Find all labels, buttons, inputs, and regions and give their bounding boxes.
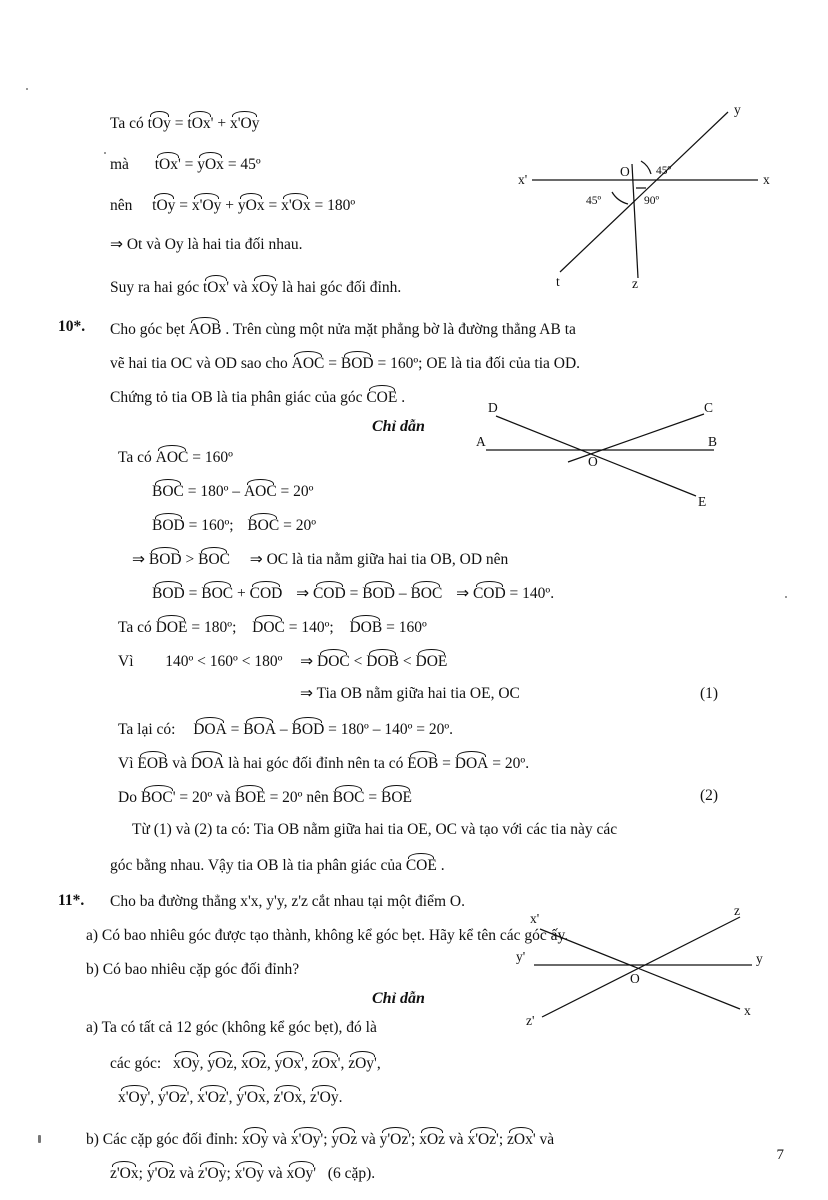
angle-zprimeOx: z'Ox bbox=[110, 1162, 139, 1185]
text: Vì bbox=[118, 755, 134, 772]
text: nên bbox=[110, 197, 133, 214]
problem-10-line-3 bbox=[110, 386, 405, 409]
fig-label-t: t bbox=[556, 274, 560, 289]
text: = 160º bbox=[386, 619, 427, 636]
text: + bbox=[236, 585, 246, 602]
text: là hai góc đối đỉnh. bbox=[282, 279, 402, 296]
angle-DOE: DOE bbox=[156, 616, 188, 639]
angle-xOz: xOz bbox=[419, 1128, 445, 1151]
sol11-b-line1 bbox=[86, 1128, 554, 1151]
angle-zOy-prime: zOy' bbox=[348, 1052, 377, 1075]
angle-yprimeOz: y'Oz bbox=[147, 1162, 176, 1185]
angle-DOB: DOB bbox=[349, 616, 382, 639]
text: 140º < 160º < 180º bbox=[165, 653, 283, 670]
problem-11-b: b) Có bao nhiêu cặp góc đối đỉnh? bbox=[86, 961, 300, 978]
sol10-line-4 bbox=[132, 548, 508, 571]
text: = 45º bbox=[227, 156, 261, 173]
text: và bbox=[172, 755, 187, 772]
angle-COE: COE bbox=[366, 386, 397, 409]
angle-tOy: tOy bbox=[148, 112, 171, 135]
angle-DOA: DOA bbox=[455, 752, 489, 775]
text: ; bbox=[323, 1131, 328, 1148]
sol10-line-10 bbox=[118, 752, 529, 775]
fig-label-O: O bbox=[620, 164, 630, 179]
sol10-line-12: Từ (1) và (2) ta có: Tia OB nằm giữa hai tia OE, OC và tạo với các tia này các bbox=[132, 821, 618, 838]
angle-BOA: BOA bbox=[243, 718, 276, 741]
fig-label-45-left: 45º bbox=[586, 195, 602, 207]
angle-zprimeOy: z'Oy bbox=[198, 1162, 227, 1185]
fig-label-z-prime: z' bbox=[526, 1013, 535, 1028]
text: > bbox=[185, 551, 195, 568]
sol10-line-8: ⇒ Tia OB nằm giữa hai tia OE, OC bbox=[300, 685, 520, 702]
angle-yprimeOzprime: y'Oz' bbox=[158, 1086, 189, 1109]
text: ⇒ bbox=[300, 653, 314, 670]
text: góc bằng nhau. Vậy tia OB là tia phân giác của bbox=[110, 857, 402, 874]
text: ⇒ OC là tia nằm giữa hai tia OB, OD nên bbox=[249, 551, 509, 568]
angle-xOz: xOz bbox=[241, 1052, 267, 1075]
fig-label-O: O bbox=[588, 454, 598, 469]
figure-top-angles bbox=[520, 100, 780, 295]
text: Ta có bbox=[110, 115, 144, 132]
fig-label-x-prime: x' bbox=[518, 172, 528, 187]
text: và bbox=[232, 279, 248, 296]
angle-BOD: BOD bbox=[341, 352, 374, 375]
fig-label-y: y bbox=[756, 951, 763, 966]
top-line-2 bbox=[110, 153, 261, 176]
text: Suy ra hai góc bbox=[110, 279, 200, 296]
angle-xprimeOy: x'Oy bbox=[235, 1162, 265, 1185]
top-line-5 bbox=[110, 276, 401, 299]
text: Cho góc bẹt bbox=[110, 321, 185, 338]
angle-tOx-prime: tOx' bbox=[187, 112, 213, 135]
sol10-line-3 bbox=[152, 514, 316, 537]
fig-label-x-prime: x' bbox=[530, 911, 540, 926]
fig-label-C: C bbox=[704, 400, 714, 415]
text: ⇒ bbox=[132, 551, 145, 568]
text: ; bbox=[138, 1165, 143, 1182]
text: = bbox=[268, 197, 278, 214]
text: ⇒ bbox=[456, 585, 470, 602]
angle-yOz: yOz bbox=[207, 1052, 233, 1075]
problem-10-number: 10*. bbox=[58, 318, 86, 335]
text: = 20º bbox=[283, 517, 317, 534]
sol10-line-13 bbox=[110, 854, 445, 877]
text: = 140º. bbox=[509, 585, 555, 602]
angle-BOD: BOD bbox=[292, 718, 325, 741]
angle-BOE: BOE bbox=[235, 786, 266, 809]
angle-xprimeOzprime: x'Oz' bbox=[197, 1086, 228, 1109]
text: = 180º; bbox=[191, 619, 237, 636]
sol10-line-8-tag: (1) bbox=[700, 685, 719, 702]
scan-speck bbox=[38, 1135, 41, 1143]
text: = 160º; OE là tia đối của tia OD. bbox=[377, 355, 581, 372]
text: b) Các cặp góc đối đỉnh: bbox=[86, 1131, 238, 1148]
angle-yOz: yOz bbox=[331, 1128, 357, 1151]
angle-COD: COD bbox=[313, 582, 346, 605]
angle-AOC: AOC bbox=[156, 446, 189, 469]
fig-label-B: B bbox=[708, 434, 718, 449]
text: = 180º – 140º = 20º. bbox=[328, 721, 454, 738]
text: và bbox=[179, 1165, 194, 1182]
angle-yOx-prime: yOx' bbox=[275, 1052, 305, 1075]
angle-AOC: AOC bbox=[244, 480, 277, 503]
angle-COD: COD bbox=[473, 582, 506, 605]
fig-label-O: O bbox=[630, 971, 640, 986]
text: = 160º; bbox=[188, 517, 234, 534]
angle-xOy: xOy bbox=[173, 1052, 200, 1075]
text: . bbox=[338, 1089, 343, 1106]
text: Ta lại có: bbox=[118, 721, 176, 738]
angle-xprimeOyprime: x'Oy' bbox=[291, 1128, 323, 1151]
angle-BOC: BOC bbox=[152, 480, 184, 503]
angle-BOD: BOD bbox=[152, 514, 185, 537]
fig-label-E: E bbox=[698, 494, 707, 509]
fig-label-y: y bbox=[734, 102, 741, 117]
fig-label-D: D bbox=[488, 400, 498, 415]
angle-zOx-prime: zOx' bbox=[507, 1128, 536, 1151]
text: = 140º; bbox=[288, 619, 334, 636]
angle-tOx-prime: tOx' bbox=[203, 276, 229, 299]
sol10-line-5 bbox=[152, 582, 554, 605]
angle-EOB: EOB bbox=[137, 752, 168, 775]
sol10-line-9 bbox=[118, 718, 453, 741]
text: Chứng tỏ tia OB là tia phân giác của góc bbox=[110, 389, 363, 406]
angle-EOB: EOB bbox=[407, 752, 438, 775]
angle-xprimeOx: x'Ox bbox=[281, 194, 311, 217]
angle-zprimeOy: z'Oy bbox=[310, 1086, 339, 1109]
fig-label-z: z bbox=[734, 903, 740, 918]
angle-DOB: DOB bbox=[366, 650, 399, 673]
text: ; bbox=[226, 1165, 231, 1182]
text: = 180º – bbox=[187, 483, 241, 500]
angle-DOA: DOA bbox=[191, 752, 225, 775]
angle-tOy: tOy bbox=[152, 194, 175, 217]
text: = bbox=[442, 755, 451, 772]
text: = 20º bbox=[280, 483, 314, 500]
angle-AOC: AOC bbox=[292, 352, 325, 375]
angle-DOE: DOE bbox=[416, 650, 448, 673]
sol10-line-1 bbox=[118, 446, 233, 469]
text: = bbox=[368, 789, 378, 806]
text: < bbox=[353, 653, 363, 670]
angle-DOC: DOC bbox=[317, 650, 350, 673]
text: = bbox=[328, 355, 338, 372]
sol10-line-6 bbox=[118, 616, 427, 639]
problem-11-a: a) Có bao nhiêu góc được tạo thành, không kể góc bẹt. Hãy kể tên các góc ấy. bbox=[86, 927, 569, 944]
text: + bbox=[217, 115, 227, 132]
text: = bbox=[349, 585, 359, 602]
text: Do bbox=[118, 789, 137, 806]
angle-xprimeOy: x'Oy bbox=[230, 112, 260, 135]
angle-xprimeOy: x'Oy bbox=[192, 194, 222, 217]
text: Ta có bbox=[118, 619, 152, 636]
text: . bbox=[401, 389, 406, 406]
sol11-a-line1: a) Ta có tất cả 12 góc (không kể góc bẹt), đó là bbox=[86, 1019, 377, 1036]
text: là hai góc đối đỉnh nên ta có bbox=[228, 755, 404, 772]
text: = bbox=[188, 585, 198, 602]
figure-bottom-three-lines bbox=[512, 905, 772, 1035]
sol10-line-2 bbox=[152, 480, 313, 503]
angle-DOC: DOC bbox=[252, 616, 285, 639]
top-line-3 bbox=[110, 194, 355, 217]
text: ; bbox=[498, 1131, 504, 1148]
angle-BOE: BOE bbox=[381, 786, 412, 809]
sol11-b-line2 bbox=[110, 1162, 375, 1185]
angle-BOC: BOC bbox=[201, 582, 233, 605]
angle-AOB: AOB bbox=[189, 318, 222, 341]
top-line-4: ⇒ Ot và Oy là hai tia đối nhau. bbox=[110, 236, 303, 253]
text: = 160º bbox=[192, 449, 233, 466]
angle-COD: COD bbox=[250, 582, 283, 605]
fig-label-A: A bbox=[476, 434, 486, 449]
angle-BOD: BOD bbox=[362, 582, 395, 605]
angle-BOC: BOC bbox=[410, 582, 442, 605]
text: và bbox=[272, 1131, 288, 1148]
scan-speck bbox=[785, 596, 787, 598]
angle-tOx-prime: tOx' bbox=[155, 153, 181, 176]
angle-yOx: yOx bbox=[197, 153, 224, 176]
text: = bbox=[174, 115, 184, 132]
text: < bbox=[402, 653, 412, 670]
text: và bbox=[361, 1131, 376, 1148]
text: . bbox=[440, 857, 445, 874]
fig-label-z: z bbox=[632, 276, 638, 291]
text: mà bbox=[110, 156, 129, 173]
problem-11-number: 11*. bbox=[58, 892, 85, 909]
text: và bbox=[539, 1131, 555, 1148]
angle-yprimeOx: y'Ox bbox=[236, 1086, 266, 1109]
angle-BOC: BOC bbox=[247, 514, 279, 537]
sol10-line-11 bbox=[118, 786, 412, 809]
page-number: 7 bbox=[776, 1147, 784, 1163]
fig-label-y-prime: y' bbox=[516, 949, 526, 964]
fig-label-x: x bbox=[763, 172, 770, 187]
text: = 180º bbox=[314, 197, 356, 214]
angle-xprimeOzprime: x'Oz' bbox=[467, 1128, 498, 1151]
angle-xprimeOyprime: x'Oy' bbox=[118, 1086, 150, 1109]
text: = bbox=[230, 721, 240, 738]
text: + bbox=[225, 197, 235, 214]
angle-xOy-prime: xOy' bbox=[287, 1162, 317, 1185]
problem-11-stem: Cho ba đường thẳng x'x, y'y, z'z cắt nhau tại một điểm O. bbox=[110, 893, 465, 910]
text: các góc: bbox=[110, 1055, 162, 1072]
angle-DOA: DOA bbox=[193, 718, 227, 741]
sol10-line-7 bbox=[118, 650, 447, 673]
text: Ta có bbox=[118, 449, 152, 466]
text: = 20º và bbox=[179, 789, 231, 806]
sol10-line-11-tag: (2) bbox=[700, 787, 719, 804]
text: – bbox=[398, 585, 407, 602]
text: Vì bbox=[118, 653, 134, 670]
text: (6 cặp). bbox=[327, 1165, 376, 1182]
text: = bbox=[184, 156, 194, 173]
angle-zprimeOx: z'Ox bbox=[274, 1086, 303, 1109]
fig-label-45-right: 45º bbox=[656, 165, 672, 177]
text: – bbox=[279, 721, 288, 738]
text: và bbox=[268, 1165, 283, 1182]
angle-BOC-prime: BOC' bbox=[141, 786, 176, 809]
text: ⇒ bbox=[296, 585, 310, 602]
angle-yOx: yOx bbox=[238, 194, 265, 217]
angle-BOC: BOC bbox=[333, 786, 365, 809]
guide-heading-1: Chỉ dẫn bbox=[372, 418, 425, 435]
text: = bbox=[179, 197, 189, 214]
text: vẽ hai tia OC và OD sao cho bbox=[110, 355, 288, 372]
top-line-1 bbox=[110, 112, 259, 135]
problem-10-line-2 bbox=[110, 352, 580, 375]
angle-BOC: BOC bbox=[198, 548, 230, 571]
text: . Trên cùng một nửa mặt phẳng bờ là đường thẳng AB ta bbox=[225, 321, 576, 338]
angle-xOy: xOy bbox=[242, 1128, 269, 1151]
fig-label-90: 90º bbox=[644, 195, 660, 207]
sol11-a-line3: x'Oy', y'Oz', x'Oz', y'Ox, z'Ox, z'Oy. bbox=[118, 1086, 343, 1109]
text: = 20º. bbox=[492, 755, 530, 772]
angle-xOy: xOy bbox=[251, 276, 278, 299]
sol11-a-line2: các góc: xOy, yOz, xOz, yOx', zOx', zOy', bbox=[110, 1052, 381, 1075]
text: = 20º nên bbox=[269, 789, 329, 806]
figure-mid-angles bbox=[470, 400, 730, 525]
angle-COE: COE bbox=[406, 854, 437, 877]
text: ; bbox=[411, 1131, 416, 1148]
fig-label-x: x bbox=[744, 1003, 751, 1018]
scan-speck bbox=[104, 152, 106, 154]
problem-10-line-1 bbox=[110, 318, 576, 341]
angle-yprimeOzprime: y'Oz' bbox=[380, 1128, 411, 1151]
guide-heading-2: Chỉ dẫn bbox=[372, 990, 425, 1007]
angle-BOD: BOD bbox=[149, 548, 182, 571]
angle-BOD: BOD bbox=[152, 582, 185, 605]
scan-speck bbox=[26, 88, 28, 90]
text: và bbox=[448, 1131, 464, 1148]
angle-zOx-prime: zOx' bbox=[312, 1052, 341, 1075]
